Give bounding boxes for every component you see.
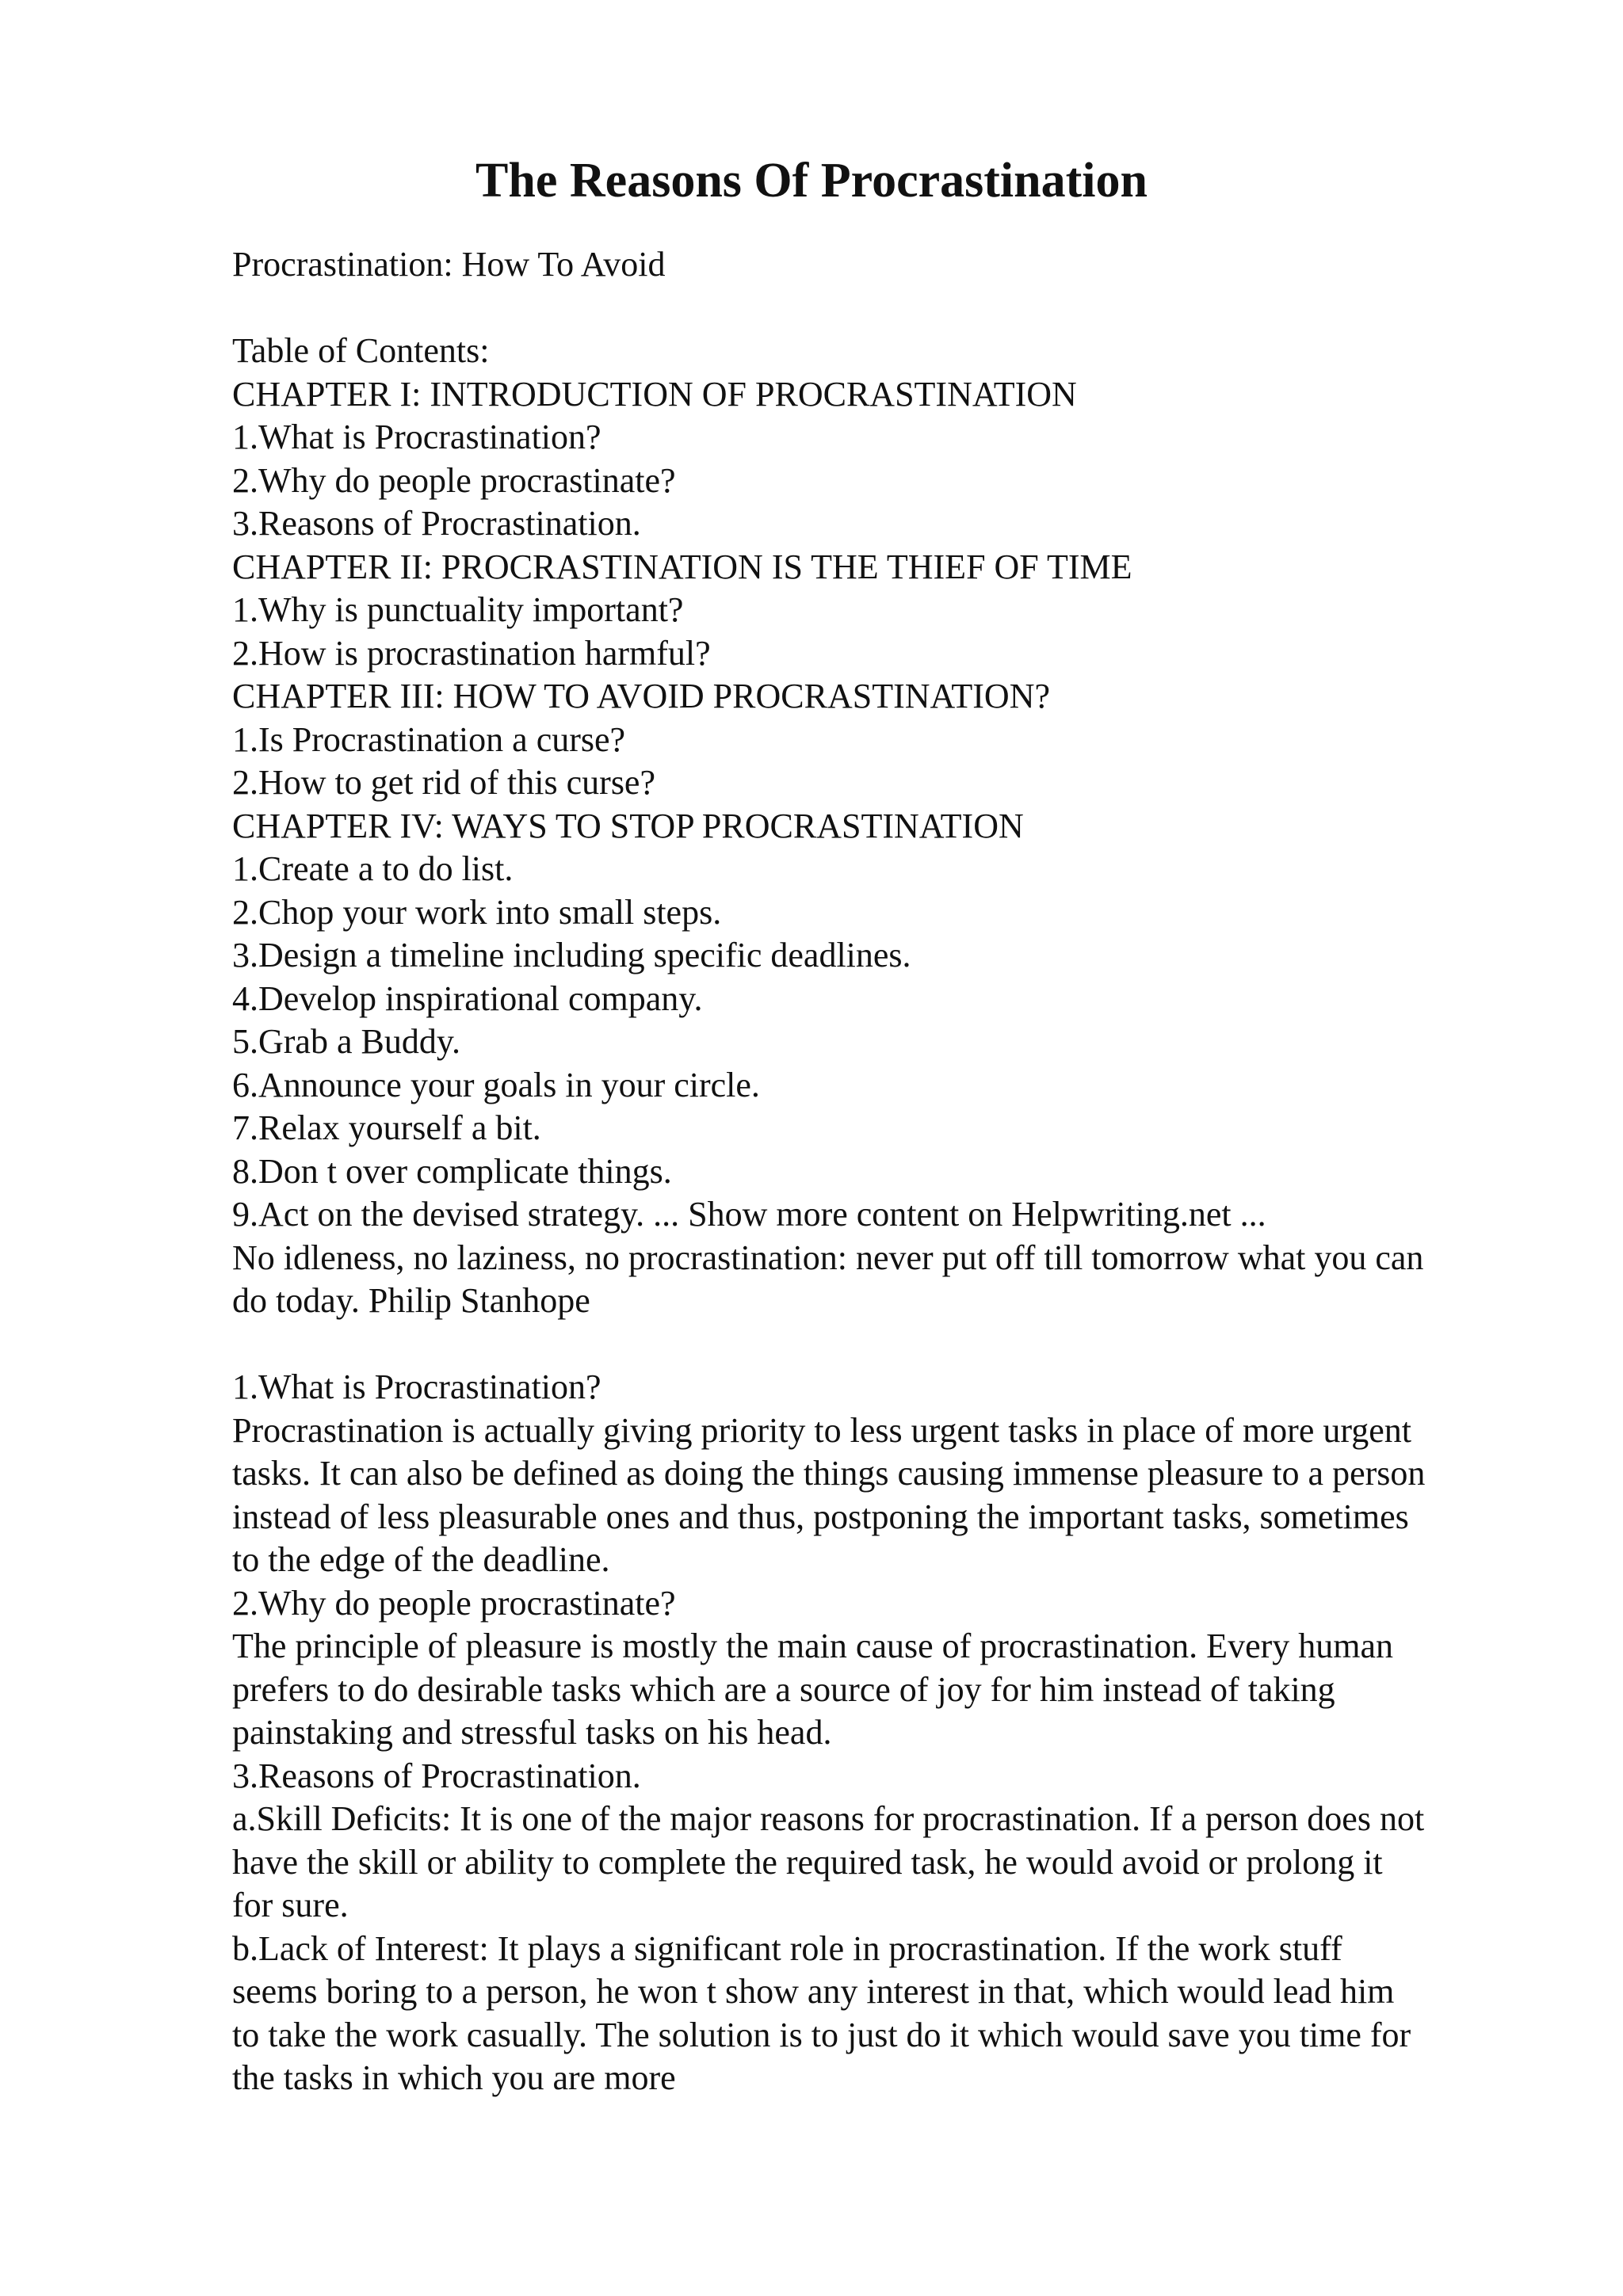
toc-chapter-3: CHAPTER III: HOW TO AVOID PROCRASTINATION? — [232, 677, 1051, 715]
paragraph-line: The principle of pleasure is mostly the main cause of procrastination. Every human — [232, 1627, 1393, 1665]
blank-line — [232, 1323, 1548, 1367]
blank-line — [232, 287, 1548, 330]
toc-chapter-2: CHAPTER II: PROCRASTINATION IS THE THIEF OF TIME — [232, 547, 1132, 586]
toc-item: 6.Announce your goals in your circle. — [232, 1065, 760, 1104]
toc-item: 1.Why is punctuality important? — [232, 590, 684, 629]
paragraph-line: to take the work casually. The solution is to just do it which would save you time for — [232, 2015, 1411, 2054]
body-content — [232, 1366, 1548, 2100]
toc-item: 3.Reasons of Procrastination. — [232, 504, 641, 543]
toc-item: 7.Relax yourself a bit. — [232, 1108, 541, 1147]
toc-item: 3.Design a timeline including specific deadlines. — [232, 936, 911, 974]
paragraph-line: seems boring to a person, he won t show any interest in that, which would lead him — [232, 1972, 1395, 2011]
paragraph-line: have the skill or ability to complete the required task, he would avoid or prolong it — [232, 1842, 1383, 1882]
paragraph-line: prefers to do desirable tasks which are a source of joy for him instead of taking — [232, 1669, 1335, 1709]
section-heading: 2.Why do people procrastinate? — [232, 1583, 676, 1623]
toc-item: 1.What is Procrastination? — [232, 418, 601, 456]
document-subtitle: Procrastination: How To Avoid — [232, 245, 666, 284]
toc-item: 2.How to get rid of this curse? — [232, 763, 655, 802]
section-heading: 1.What is Procrastination? — [232, 1367, 601, 1406]
paragraph-line: b.Lack of Interest: It plays a significant role in procrastination. If the work stuff — [232, 1928, 1342, 1968]
paragraph-line: to the edge of the deadline. — [232, 1540, 610, 1579]
paragraph-line: the tasks in which you are more — [232, 2058, 676, 2097]
toc-item-more-content: 9.Act on the devised strategy. ... Show more content on Helpwriting.net ... — [232, 1195, 1266, 1234]
toc-chapter-1: CHAPTER I: INTRODUCTION OF PROCRASTINATION — [232, 374, 1077, 414]
toc-item: 2.How is procrastination harmful? — [232, 633, 711, 673]
toc-item: 4.Develop inspirational company. — [232, 978, 703, 1018]
toc-item: 5.Grab a Buddy. — [232, 1022, 460, 1061]
paragraph-line: painstaking and stressful tasks on his head. — [232, 1713, 832, 1752]
quote-line: No idleness, no laziness, no procrastination: never put off till tomorrow what you can — [232, 1238, 1424, 1277]
paragraph-line: tasks. It can also be defined as doing the things causing immense pleasure to a person — [232, 1454, 1426, 1493]
toc-item: 1.Create a to do list. — [232, 849, 514, 888]
paragraph-line: Procrastination is actually giving priority to less urgent tasks in place of more urgent — [232, 1410, 1411, 1450]
paragraph-line: a.Skill Deficits: It is one of the major reasons for procrastination. If a person does not — [232, 1799, 1425, 1838]
toc-item: 2.Why do people procrastinate? — [232, 460, 676, 500]
table-of-contents — [232, 330, 1548, 1237]
section-heading: 3.Reasons of Procrastination. — [232, 1756, 641, 1795]
toc-item: 8.Don t over complicate things. — [232, 1151, 672, 1191]
quote — [232, 1237, 1548, 1323]
quote-attribution-line: do today. Philip Stanhope — [232, 1281, 590, 1320]
paragraph-line: instead of less pleasurable ones and thus, postponing the important tasks, sometimes — [232, 1497, 1409, 1536]
toc-item: 1.Is Procrastination a curse? — [232, 719, 626, 759]
toc-chapter-4: CHAPTER IV: WAYS TO STOP PROCRASTINATION — [232, 806, 1024, 845]
paragraph-line: for sure. — [232, 1886, 349, 1924]
toc-heading: Table of Contents: — [232, 331, 490, 370]
toc-item: 2.Chop your work into small steps. — [232, 892, 722, 932]
document-title: The Reasons Of Procrastination — [475, 154, 1148, 208]
document-body — [232, 243, 1548, 2100]
